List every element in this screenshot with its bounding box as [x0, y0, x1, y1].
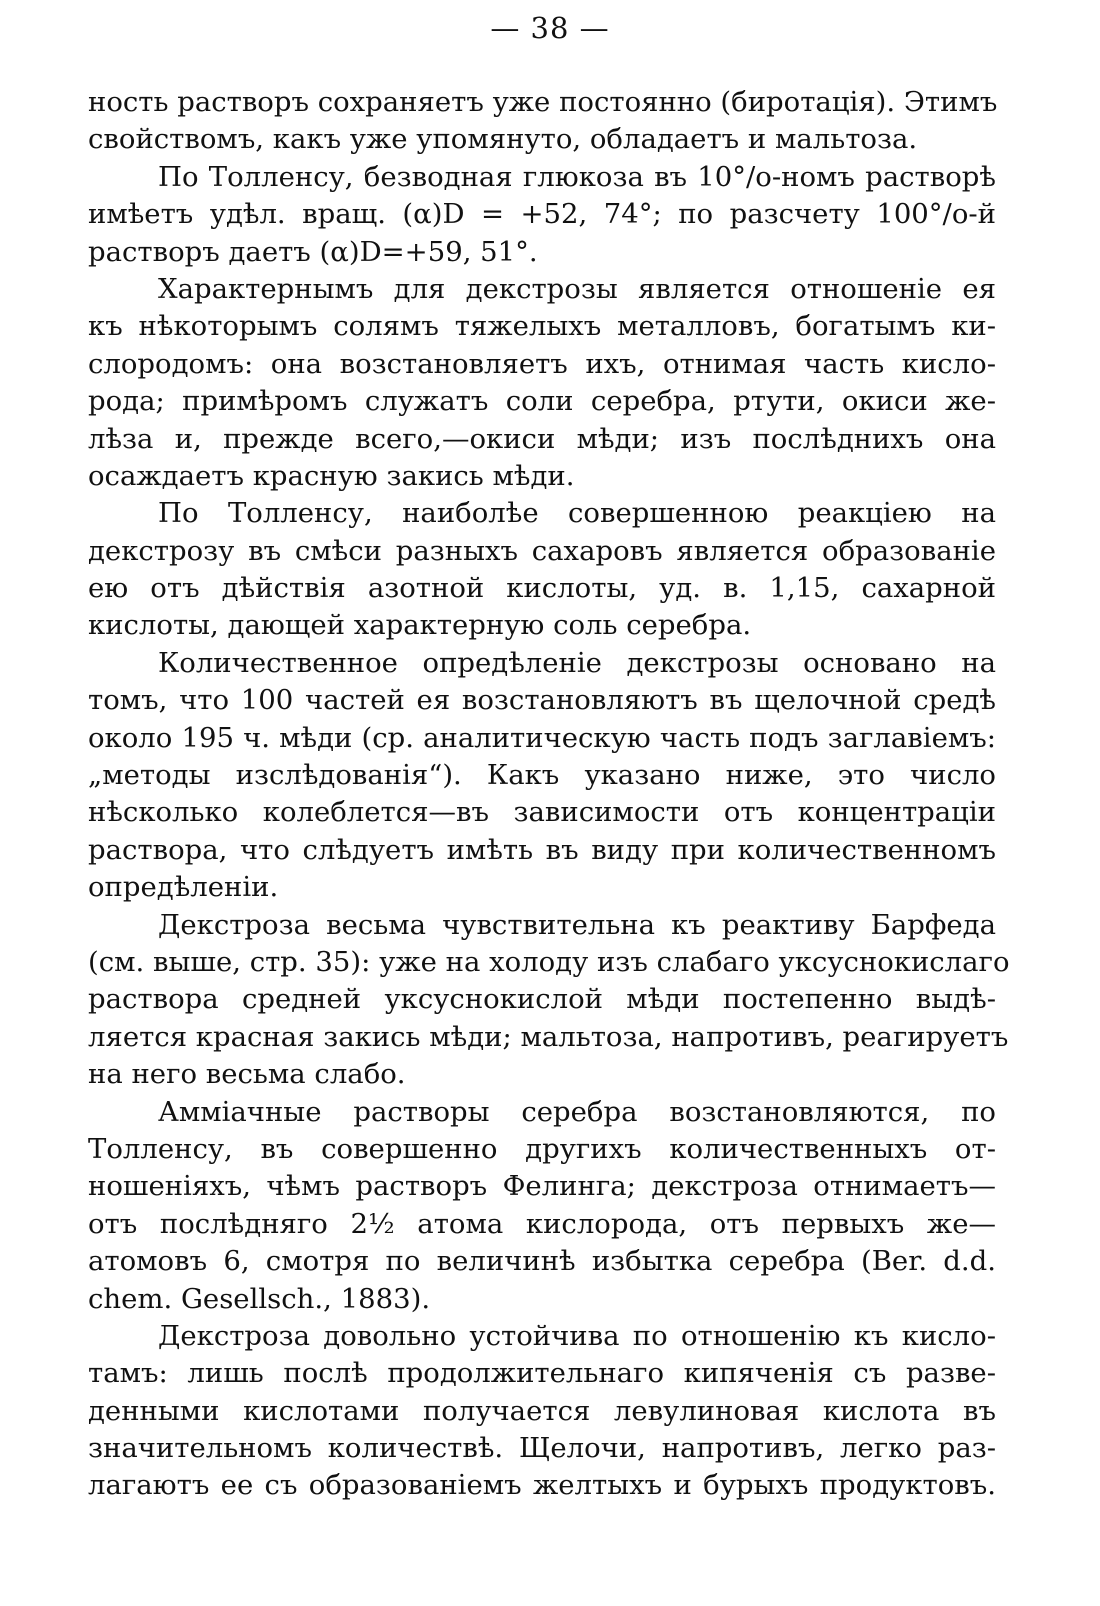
text-line: томъ, что 100 частей ея возстановляютъ въ щелочной средѣ — [88, 684, 996, 717]
text-line: Характернымъ для декстрозы является отношеніе ея — [158, 272, 996, 305]
text-line: около 195 ч. мѣди (ср. аналитическую часть подъ заглавіемъ: — [88, 721, 996, 754]
text-line: Толленсу, въ совершенно другихъ количественныхъ от- — [88, 1132, 996, 1165]
text-line: имѣетъ удѣл. вращ. (α)D = +52, 74°; по разсчету 100°/o-й — [88, 198, 996, 231]
text-line: декстрозу въ смѣси разныхъ сахаровъ является образованіе — [88, 534, 996, 567]
text-line: ношеніяхъ, чѣмъ растворъ Фелинга; декстроза отнимаетъ— — [88, 1170, 996, 1203]
text-line: лагаютъ ее съ образованіемъ желтыхъ и бурыхъ продуктовъ. — [88, 1469, 996, 1502]
text-line: ляется красная закись мѣди; мальтоза, напротивъ, реагируетъ — [88, 1020, 1009, 1053]
text-line: рода; примѣромъ служатъ соли серебра, ртути, окиси же- — [88, 385, 996, 418]
text-line: слородомъ: она возстановляетъ ихъ, отнимая часть кисло- — [88, 347, 996, 380]
text-line: ность растворъ сохраняетъ уже постоянно (биротація). Этимъ — [88, 86, 998, 118]
text-line: По Толленсу, наиболѣе совершенною реакціею на — [158, 497, 996, 530]
text-line: лѣза и, прежде всего,—окиси мѣди; изъ послѣднихъ она — [88, 422, 996, 455]
text-line: кислоты, дающей характерную соль серебра. — [88, 609, 752, 642]
text-line: отъ послѣдняго 2½ атома кислорода, отъ первыхъ же— — [88, 1207, 996, 1240]
text-line: атомовъ 6, смотря по величинѣ избытка серебра (Ber. d.d. — [88, 1245, 996, 1278]
text-line: „методы изслѣдованія“). Какъ указано ниже, это число — [88, 759, 996, 792]
text-line: нѣсколько колеблется—въ зависимости отъ концентраціи — [88, 796, 996, 829]
text-line: осаждаетъ красную закись мѣди. — [88, 459, 575, 492]
text-line: растворъ даетъ (α)D=+59, 51°. — [88, 235, 538, 268]
text-line: ею отъ дѣйствія азотной кислоты, уд. в. 1,15, сахарной — [88, 572, 996, 605]
text-line: раствора, что слѣдуетъ имѣть въ виду при количественномъ — [88, 833, 996, 866]
text-line: къ нѣкоторымъ солямъ тяжелыхъ металловъ, богатымъ ки- — [88, 310, 996, 343]
text-line: опредѣленіи. — [88, 871, 279, 904]
text-line: тамъ: лишь послѣ продолжительнаго кипяченія съ разве- — [88, 1357, 996, 1390]
page-body — [88, 84, 1010, 1505]
text-line: значительномъ количествѣ. Щелочи, напротивъ, легко раз- — [88, 1432, 996, 1465]
text-line: денными кислотами получается левулиновая кислота въ — [88, 1394, 996, 1427]
text-line: chem. Gesellsch., 1883). — [88, 1282, 431, 1315]
text-line: Амміачные растворы серебра возстановляются, по — [158, 1095, 996, 1128]
text-line: раствора средней уксуснокислой мѣди постепенно выдѣ- — [88, 983, 996, 1016]
text-line: Декстроза весьма чувствительна къ реактиву Барфеда — [158, 908, 996, 941]
page-number: — 38 — — [490, 11, 610, 45]
text-line: на него весьма слабо. — [88, 1058, 406, 1091]
text-line: Декстроза довольно устойчива по отношенію къ кисло- — [158, 1319, 996, 1352]
text-line: (см. выше, стр. 35): уже на холоду изъ слабаго уксуснокислаго — [88, 945, 1010, 978]
text-line: По Толленсу, безводная глюкоза въ 10°/o-номъ растворѣ — [158, 160, 996, 193]
text-line: Количественное опредѣленіе декстрозы основано на — [158, 646, 996, 679]
text-line: свойствомъ, какъ уже упомянуто, обладаетъ и мальтоза. — [88, 123, 918, 156]
